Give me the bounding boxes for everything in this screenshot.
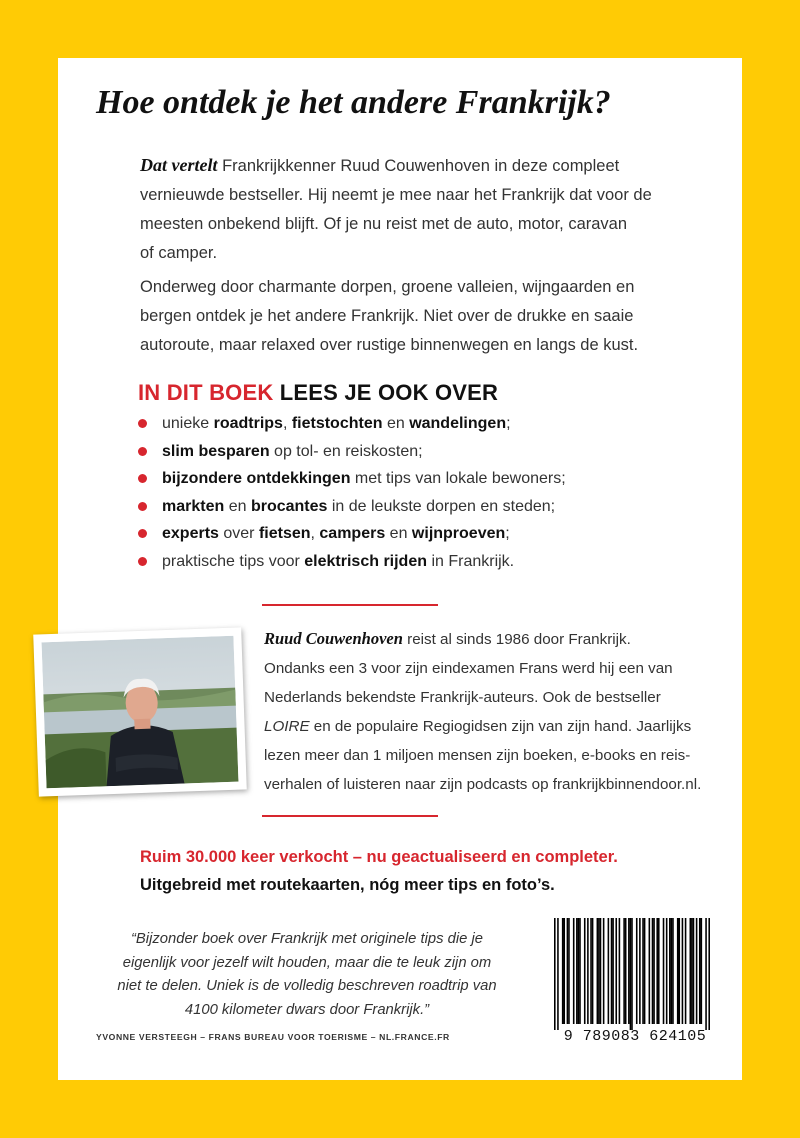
edition-note: Uitgebreid met routekaarten, nóg meer tips en foto’s.	[140, 876, 555, 894]
intro-paragraph: Dat vertelt Frankrijkkenner Ruud Couwenhoven in deze compleet vernieuwde bestseller. Hij neemt je mee naar het Frankrijk dat voor de meesten onbekend blijft. Of je nu reist met de auto, motor, caravan of camper.	[140, 155, 652, 262]
divider-bottom	[262, 815, 438, 817]
list-item: slim besparen op tol- en reiskosten;	[138, 438, 718, 466]
list-item: unieke roadtrips, fietstochten en wandelingen;	[138, 410, 718, 438]
bullet-dot	[138, 419, 147, 428]
feature-list	[138, 410, 718, 576]
cover-title: Hoe ontdek je het andere Frankrijk?	[96, 84, 611, 121]
divider-top	[262, 604, 438, 606]
author-bio: Ruud Couwenhoven reist al sinds 1986 door Frankrijk. Ondanks een 3 voor zijn eindexamen Frans werd hij een van Nederlands bekendste Frankrijk-auteurs. Ook de bestseller LOIRE en de populaire Regiogidsen zijn van zijn hand. Jaarlijks lezen meer dan 1 miljoen mensen zijn boeken, e-books en reis- verhalen of luisteren naar zijn podcasts op frankrijkbinnendoor.nl.	[264, 629, 702, 793]
author-name: Ruud Couwenhoven	[264, 629, 403, 648]
sales-claim: Ruim 30.000 keer verkocht – nu geactualiseerd en completer.	[140, 848, 618, 866]
author-photo	[33, 627, 247, 796]
quote-attribution: YVONNE VERSTEEGH – FRANS BUREAU VOOR TOERISME – NL.FRANCE.FR	[96, 1032, 450, 1042]
back-cover-panel	[58, 58, 742, 1080]
bullet-dot	[138, 447, 147, 456]
route-paragraph: Onderweg door charmante dorpen, groene valleien, wijngaarden en bergen ontdek je het andere Frankrijk. Niet over de drukke en saaie autoroute, maar relaxed over rustige binnenwegen en langs de kust.	[140, 278, 639, 354]
list-item: markten en brocantes in de leukste dorpen en steden;	[138, 493, 718, 521]
intro-lead: Dat vertelt	[140, 155, 218, 175]
section-heading: IN DIT BOEK LEES JE OOK OVER	[138, 380, 499, 405]
list-item: experts over fietsen, campers en wijnproeven;	[138, 520, 718, 548]
bullet-dot	[138, 502, 147, 511]
list-item: praktische tips voor elektrisch rijden in Frankrijk.	[138, 548, 718, 576]
bullet-dot	[138, 474, 147, 483]
bullet-dot	[138, 557, 147, 566]
author-portrait-image	[42, 636, 239, 789]
bullet-dot	[138, 529, 147, 538]
list-item: bijzondere ontdekkingen met tips van lokale bewoners;	[138, 465, 718, 493]
isbn-number: 9 789083 624105	[563, 1028, 707, 1045]
testimonial-quote: “Bijzonder boek over Frankrijk met originele tips die je eigenlijk voor jezelf wilt houden, maar die te leuk zijn om niet te delen. Uniek is de volledig beschreven roadtrip van 4100 kilometer dwars door Frankrijk.”	[117, 931, 497, 1018]
